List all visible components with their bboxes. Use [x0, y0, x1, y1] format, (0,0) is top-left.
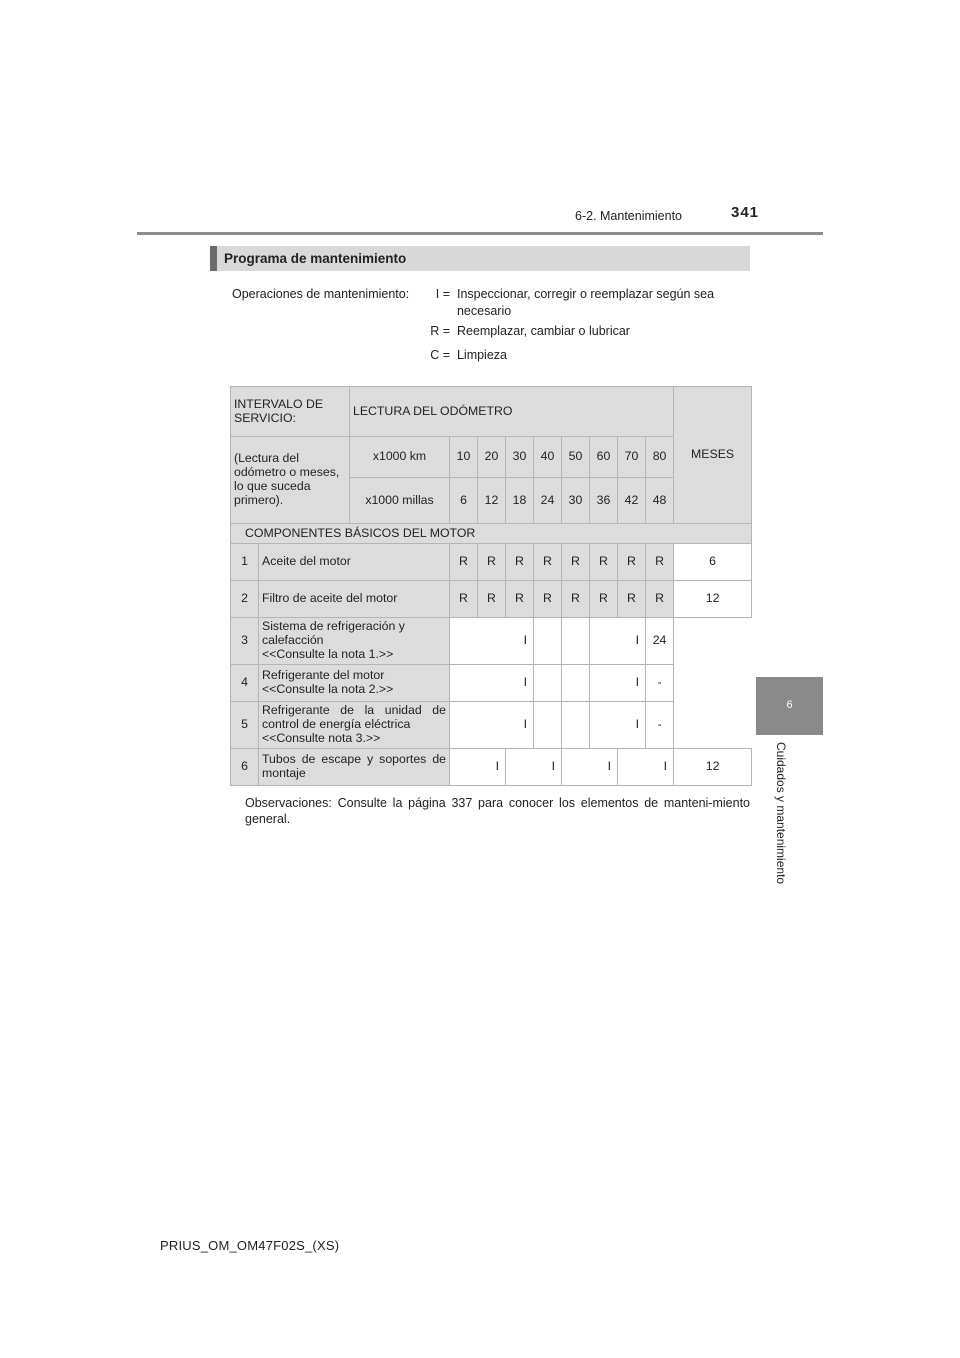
months-header: MESES [674, 387, 752, 524]
row-cell: R [562, 544, 590, 581]
legend-code: R = [430, 324, 450, 338]
km-value: 80 [646, 437, 674, 478]
page-number: 341 [731, 204, 760, 221]
legend-definition: Reemplazar, cambiar o lubricar [456, 324, 630, 338]
section-title-banner [210, 246, 750, 271]
footer-doc-id: PRIUS_OM_OM47F02S_(XS) [160, 1238, 340, 1253]
row-months: 12 [674, 581, 752, 618]
row-cell: I [590, 702, 646, 749]
row-number: 2 [231, 581, 259, 618]
miles-value: 24 [534, 478, 562, 524]
row-cell: R [534, 581, 562, 618]
row-item: Refrigerante de la unidad de control de energía eléctrica [262, 703, 446, 732]
row-cell: I [618, 749, 674, 786]
miles-value: 12 [478, 478, 506, 524]
row-cell: R [562, 581, 590, 618]
row-item: Refrigerante del motor [262, 668, 385, 683]
chapter-side-label [774, 742, 790, 902]
chapter-tab-number: 6 [786, 699, 793, 711]
row-number: 6 [231, 749, 259, 786]
miles-value: 18 [506, 478, 534, 524]
miles-value: 30 [562, 478, 590, 524]
km-value: 20 [478, 437, 506, 478]
row-cell: R [450, 581, 478, 618]
row-months: 24 [646, 618, 674, 665]
maintenance-schedule-table [230, 386, 752, 786]
miles-value: 36 [590, 478, 618, 524]
row-months: - [646, 702, 674, 749]
miles-value: 48 [646, 478, 674, 524]
legend-label: Operaciones de mantenimiento: [232, 287, 410, 301]
row-months: - [646, 665, 674, 702]
row-cell: I [450, 618, 534, 665]
miles-label: x1000 millas [350, 478, 450, 524]
section-title-accent [210, 246, 217, 271]
row-cell: R [590, 544, 618, 581]
row-item: Filtro de aceite del motor [259, 581, 450, 618]
group-header-engine: COMPONENTES BÁSICOS DEL MOTOR [231, 524, 752, 544]
table-row [231, 618, 752, 665]
km-value: 60 [590, 437, 618, 478]
row-months: 6 [674, 544, 752, 581]
chapter-side-label-text: Cuidados y mantenimiento [774, 742, 788, 885]
header-rule [137, 232, 823, 235]
row-cell: R [506, 544, 534, 581]
row-cell: R [618, 581, 646, 618]
row-number: 4 [231, 665, 259, 702]
row-cell: I [562, 749, 618, 786]
km-value: 30 [506, 437, 534, 478]
legend-definition: Inspeccionar, corregir o reemplazar según sea [456, 287, 715, 301]
reading-note: (Lectura del odómetro o meses, lo que suceda primero). [231, 437, 350, 524]
row-item-note: <<Consulte la nota 1.>> [262, 646, 394, 661]
row-number: 5 [231, 702, 259, 749]
notes-paragraph: Observaciones: Consulte la página 337 para conocer los elementos de manteni-miento general. [245, 796, 750, 827]
row-cell: R [646, 581, 674, 618]
row-cell: R [618, 544, 646, 581]
table-row [231, 544, 752, 581]
row-cell: I [590, 665, 646, 702]
row-item: Aceite del motor [259, 544, 450, 581]
row-cell: I [450, 749, 506, 786]
odometer-label: LECTURA DEL ODÓMETRO [350, 387, 674, 437]
legend-code: I = [435, 287, 450, 301]
table-row [231, 665, 752, 702]
row-item-note: <<Consulte la nota 2.>> [262, 682, 394, 696]
row-number: 3 [231, 618, 259, 665]
row-cell: I [590, 618, 646, 665]
km-value: 70 [618, 437, 646, 478]
row-item: Sistema de refrigeración y calefacción [262, 619, 405, 648]
legend-item-r [426, 323, 630, 340]
legend-definition-cont: necesario [456, 303, 512, 318]
row-cell: R [478, 544, 506, 581]
legend-definition: Limpieza [456, 348, 507, 362]
row-cell: R [450, 544, 478, 581]
miles-value: 6 [450, 478, 478, 524]
row-item-note: <<Consulte nota 3.>> [262, 730, 381, 745]
legend-item-i [426, 286, 714, 320]
row-cell: R [534, 544, 562, 581]
table-row [231, 702, 752, 749]
section-title: Programa de mantenimiento [224, 251, 407, 266]
table-row [231, 581, 752, 618]
table-row [231, 749, 752, 786]
legend-item-c [426, 347, 507, 364]
row-months: 12 [674, 749, 752, 786]
row-cell: R [506, 581, 534, 618]
row-cell: R [646, 544, 674, 581]
row-cell: I [506, 749, 562, 786]
km-label: x1000 km [350, 437, 450, 478]
row-cell: R [590, 581, 618, 618]
km-value: 10 [450, 437, 478, 478]
legend-code: C = [430, 348, 450, 362]
miles-value: 42 [618, 478, 646, 524]
header-section: 6-2. Mantenimiento [575, 209, 683, 223]
km-value: 50 [562, 437, 590, 478]
row-cell: I [450, 665, 534, 702]
row-cell: I [450, 702, 534, 749]
interval-label: INTERVALO DE SERVICIO: [231, 387, 350, 437]
chapter-tab [756, 677, 823, 735]
row-item: Tubos de escape y soportes de montaje [259, 749, 450, 786]
km-value: 40 [534, 437, 562, 478]
row-cell: R [478, 581, 506, 618]
row-number: 1 [231, 544, 259, 581]
